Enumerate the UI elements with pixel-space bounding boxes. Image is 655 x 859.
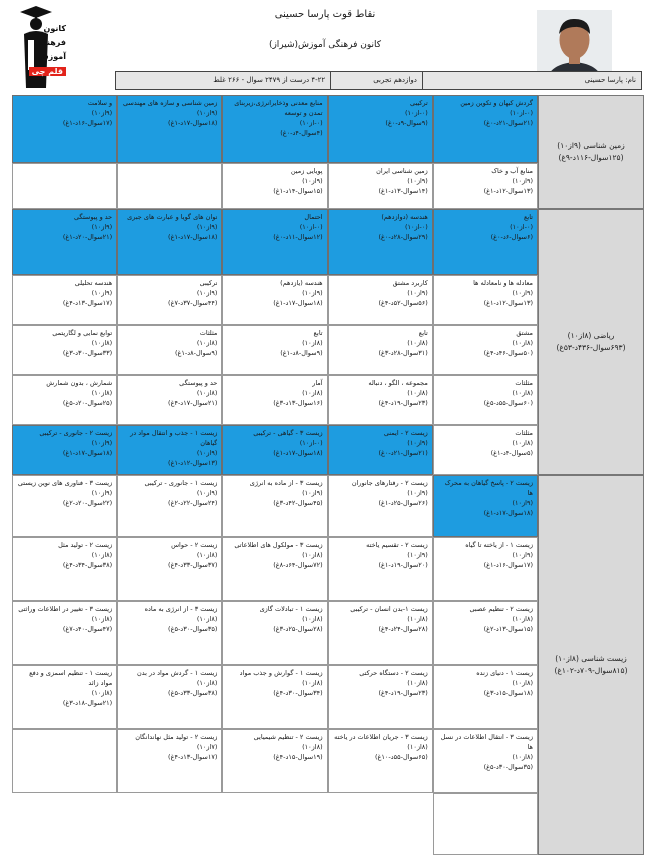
topic-score: (۹از۱۰): [302, 177, 323, 185]
topic-name: کاربرد مشتق: [392, 279, 428, 287]
topic-score: (۹از۱۰): [407, 439, 428, 447]
topic-stats: (۱۸سوال-۱۷د-۱غ): [273, 449, 323, 457]
topic-cell: [328, 163, 433, 209]
topic-name: زیست ۲ - جانوری - ترکیبی: [39, 429, 113, 437]
topic-name: زیست ۲ - رفتارهای جانوران: [351, 479, 428, 487]
topic-score: (۸از۱۰): [302, 743, 323, 751]
topic-score: (۸از۱۰): [302, 339, 323, 347]
topic-cell: [222, 665, 327, 729]
topic-name: ترکیبی: [409, 99, 428, 107]
topic-name: توابع نمایی و لگاریتمی: [52, 329, 113, 337]
topic-stats: (۲۲سوال-۲۰د-۲غ): [62, 499, 113, 507]
topic-stats: (۱۶سوال-۱۳د-۳غ): [273, 399, 323, 407]
topic-stats: (۱۸سوال-۱۷د-۱غ): [62, 449, 113, 457]
topic-name: زیست ۲ - تقسیم یاخته: [366, 541, 428, 549]
topic-name: زیست ۱ - از یاخته تا گیاه: [465, 541, 533, 549]
topic-name: احتمال: [304, 213, 323, 221]
topic-name: توان های گویا و عبارت های جبری: [127, 213, 218, 221]
topic-score: (۸از۱۰): [196, 339, 218, 347]
graduate-figure-icon: [6, 4, 68, 90]
topic-cell: [222, 163, 327, 209]
topic-name: زیست ۳ - از انرژی به ماده: [144, 605, 218, 613]
topic-name: ترکیبی: [199, 279, 218, 287]
logo-text-line: آموزش: [37, 52, 66, 61]
topic-name: زیست ۱ - گردش مواد در بدن: [136, 669, 218, 677]
topic-stats: (۶۵سوال-۵۵د-۱۰غ): [374, 753, 428, 761]
topic-stats: (۱۹سوال-۱۵د-۴غ): [273, 753, 323, 761]
strengths-table: [12, 95, 644, 855]
topic-stats: (۲۸سوال-۲۵د-۳غ): [273, 625, 323, 633]
kanoon-logo: [6, 4, 68, 90]
topic-score: (۹از۱۰): [196, 489, 218, 497]
logo-text-line: فرهنگی: [34, 38, 66, 47]
topic-score: (۸از۱۰): [512, 339, 533, 347]
topic-name: زیست ۱ - دنیای زنده: [476, 669, 533, 677]
topic-cell: [328, 729, 433, 793]
topic-score: (۹از۱۰): [407, 489, 428, 497]
topic-stats: (۳۸سوال-۳۴د-۴غ): [62, 561, 113, 569]
topic-name: زیست ۱ - تنظیم اسمزی و دفع مواد زائد: [29, 669, 113, 687]
topic-cell: [328, 375, 433, 425]
topic-cell: [222, 275, 327, 325]
topic-cell: [328, 601, 433, 665]
topic-stats: (۳۵سوال-۳۰د-۵غ): [483, 763, 533, 771]
topic-score: (۸از۱۰): [302, 389, 323, 397]
topic-name: و سلامت: [87, 99, 113, 107]
page-subtitle: کانون فرهنگی آموزش(شیراز): [268, 40, 382, 50]
topic-score: (۸از۱۰): [407, 339, 428, 347]
topic-name: تابع: [418, 329, 428, 337]
topic-cell: [117, 375, 222, 425]
topic-stats: (۳۸سوال-۳۳د-۵غ): [168, 689, 218, 697]
topic-score: (۹از۱۰): [91, 439, 113, 447]
topic-cell: [117, 425, 222, 475]
topic-score: (۸از۱۰): [302, 551, 323, 559]
topic-cell: [328, 209, 433, 275]
topic-score: (۹از۱۰): [91, 289, 113, 297]
topic-cell: [12, 95, 117, 163]
topic-score: (۹از۱۰): [407, 551, 428, 559]
topic-name: هندسه (دوازدهم): [381, 213, 428, 221]
topic-stats: (۱۵سوال-۱۴د-۱غ): [273, 187, 323, 195]
topic-cell: [433, 163, 538, 209]
topic-stats: (۱۴سوال-۱۳د-۱غ): [378, 187, 428, 195]
topic-score: (۰-از۱۰): [510, 223, 533, 231]
topic-score: (۹از۱۰): [302, 289, 323, 297]
topic-name: زیست ۱ - جذب و انتقال مواد در گیاهان: [130, 429, 218, 447]
topic-cell: [433, 425, 538, 475]
topic-stats: (۴۴سوال-۳۷د-۷غ): [168, 299, 218, 307]
topic-name: آمار: [312, 379, 323, 387]
topic-stats: (۴سوال-۴د-۰غ): [280, 129, 323, 137]
topic-cell: [222, 537, 327, 601]
empty-cell: [12, 163, 117, 209]
topic-score: (۸از۱۰): [512, 615, 533, 623]
topic-cell: [12, 325, 117, 375]
topic-stats: (۱۲سوال-۱۱د-۰غ): [273, 233, 323, 241]
topic-name: زیست ۳ - فناوری های نوین زیستی: [17, 479, 113, 487]
topic-score: (۸از۱۰): [196, 679, 218, 687]
topic-cell: [12, 601, 117, 665]
topic-cell: [328, 325, 433, 375]
topic-stats: (۲۶سوال-۲۵د-۱غ): [378, 499, 428, 507]
topic-score: (۸از۱۰): [302, 679, 323, 687]
topic-name: زمین شناسی ایران: [376, 167, 428, 175]
topic-score: (۸از۱۰): [91, 551, 113, 559]
topic-stats: (۳۱سوال-۲۸د-۳غ): [378, 349, 428, 357]
subject-header: ریاضی (۸از۱۰) (۶۹۳سوال-۴۳۶د-۵۳غ): [538, 209, 644, 475]
topic-name: زمین شناسی و سازه های مهندسی: [122, 99, 218, 107]
topic-score: (۰-از۱۰): [299, 119, 323, 127]
topic-stats: (۵۰سوال-۴۶د-۴غ): [483, 349, 533, 357]
topic-stats: (۱۳سوال-۱۲د-۱غ): [483, 187, 533, 195]
topic-score: (۹از۱۰): [302, 489, 323, 497]
topic-name: زیست ۳ - از ماده به انرژی: [249, 479, 323, 487]
topic-stats: (۷۲سوال-۶۴د-۸غ): [273, 561, 323, 569]
topic-score: (۸از۱۰): [91, 615, 113, 623]
topic-stats: (۱۷سوال-۱۳د-۴غ): [62, 299, 113, 307]
topic-cell: [12, 209, 117, 275]
topic-score: (۹از۱۰): [512, 289, 533, 297]
topic-stats: (۲۰سوال-۱۹د-۱غ): [378, 561, 428, 569]
topic-cell: [328, 665, 433, 729]
topic-cell: [117, 95, 222, 163]
topic-name: زیست ۱ - جانوری - ترکیبی: [144, 479, 218, 487]
topic-name: تابع: [313, 329, 323, 337]
topic-cell: [433, 475, 538, 537]
topic-cell: [117, 665, 222, 729]
topic-stats: (۳۳سوال-۳۰د-۳غ): [62, 349, 113, 357]
topic-name: حد و پیوستگی: [179, 379, 218, 387]
topic-name: زیست ۲ - پاسخ گیاهان به محرک ها: [444, 479, 533, 497]
topic-cell: [117, 325, 222, 375]
topic-name: معادله ها و نامعادله ها: [473, 279, 533, 287]
topic-name: زیست ۲ - تولید مثل: [58, 541, 113, 549]
topic-score: (۸از۱۰): [407, 679, 428, 687]
topic-score: (۸از۱۰): [407, 743, 428, 751]
topic-score: (۸از۱۰): [91, 689, 113, 697]
topic-name: زیست ۳ - انتقال اطلاعات در نسل ها: [440, 733, 533, 751]
topic-name: مثلثات: [515, 379, 533, 387]
topic-score: (۰-از۱۰): [404, 109, 428, 117]
exam-stats: ۴-۲۲ درست از ۲۴۷۹ سوال - ۲۶۶ غلط: [213, 76, 326, 84]
topic-cell: [433, 325, 538, 375]
topic-stats: (۱۳سوال-۱۲د-۱غ): [483, 299, 533, 307]
report-header: [0, 0, 655, 92]
topic-cell: [12, 475, 117, 537]
topic-cell: [12, 425, 117, 475]
topic-cell: [328, 95, 433, 163]
topic-name: مشتق: [516, 329, 533, 337]
student-info-bar: [115, 71, 642, 90]
topic-score: (۹از۱۰): [512, 499, 533, 507]
topic-stats: (۴۵سوال-۴۲د-۳غ): [273, 499, 323, 507]
topic-score: (۸از۱۰): [512, 753, 533, 761]
topic-stats: (۳۴سوال-۳۰د-۴غ): [273, 689, 323, 697]
topic-name: هندسه (یازدهم): [280, 279, 323, 287]
topic-score: (۸از۱۰): [91, 389, 113, 397]
subject-header: زیست شناسی (۸از۱۰) (۸۱۵سوال-۷۰۹د-۱۰۲غ): [538, 475, 644, 855]
topic-score: (۹از۱۰): [196, 289, 218, 297]
topic-stats: (۹سوال-۸د-۱غ): [175, 349, 218, 357]
topic-stats: (۹سوال-۸د-۱غ): [280, 349, 323, 357]
logo-text-line: قلم چی: [29, 67, 66, 76]
topic-name: منابع آب و خاک: [491, 167, 533, 175]
topic-stats: (۱۵سوال-۱۳د-۲غ): [483, 625, 533, 633]
topic-stats: (۶سوال-۶د-۰غ): [490, 233, 533, 241]
topic-score: (۹از۱۰): [91, 489, 113, 497]
topic-stats: (۲۱سوال-۱۸د-۳غ): [62, 699, 113, 707]
topic-cell: [117, 209, 222, 275]
topic-stats: (۱۷سوال-۱۳د-۴غ): [168, 753, 218, 761]
topic-name: زیست ۲ - حواس: [171, 541, 218, 549]
topic-cell: [12, 665, 117, 729]
topic-score: (۹از۱۰): [407, 177, 428, 185]
topic-stats: (۲۸سوال-۲۴د-۴غ): [378, 625, 428, 633]
topic-stats: (۲۴سوال-۲۲د-۲غ): [168, 499, 218, 507]
topic-score: (۸از۱۰): [196, 615, 218, 623]
topic-cell: [117, 601, 222, 665]
topic-cell: [222, 209, 327, 275]
logo-text-line: کانون: [43, 24, 66, 33]
topic-stats: (۲۹سوال-۲۸د-۰غ): [378, 233, 428, 241]
topic-cell: [117, 275, 222, 325]
topic-name: شمارش ، بدون شمارش: [46, 379, 113, 387]
topic-cell: [222, 325, 327, 375]
topic-name: مجموعه ، الگو ، دنباله: [368, 379, 428, 387]
topic-score: (۸از۱۰): [512, 389, 533, 397]
topic-stats: (۲۵سوال-۲۰د-۵غ): [62, 399, 113, 407]
topic-name: هندسه تحلیلی: [74, 279, 113, 287]
topic-score: (۰-از۱۰): [510, 109, 533, 117]
topic-score: (۹از۱۰): [91, 223, 113, 231]
topic-name: زیست ۳ - گیاهی - ترکیبی: [253, 429, 323, 437]
topic-cell: [433, 601, 538, 665]
topic-cell: [222, 729, 327, 793]
topic-stats: (۱۸سوال-۱۷د-۱غ): [483, 509, 533, 517]
topic-stats: (۲۱سوال-۲۱د-۰غ): [483, 119, 533, 127]
empty-cell: [117, 163, 222, 209]
topic-cell: [222, 601, 327, 665]
topic-name: زیست ۲ - ایمنی: [383, 429, 428, 437]
topic-name: مثلثات: [515, 429, 533, 437]
student-grade: دوازدهم تجربی: [330, 72, 422, 89]
topic-cell: [328, 537, 433, 601]
topic-stats: (۲۱سوال-۲۱د-۰غ): [378, 449, 428, 457]
topic-name: زیست ۱-بدن انسان - ترکیبی: [350, 605, 428, 613]
topic-name: زیست ۳ - جریان اطلاعات در یاخته: [334, 733, 428, 741]
topic-cell: [328, 425, 433, 475]
topic-cell: [328, 475, 433, 537]
topic-stats: (۶۰سوال-۵۵د-۵غ): [483, 399, 533, 407]
topic-cell: [433, 275, 538, 325]
topic-stats: (۱۷سوال-۱۶د-۱غ): [62, 119, 113, 127]
topic-cell: [222, 475, 327, 537]
topic-score: (۰-از۱۰): [299, 223, 323, 231]
topic-score: (۹از۱۰): [512, 551, 533, 559]
topic-name: زیست ۱ - گوارش و جذب مواد: [239, 669, 323, 677]
topic-name: زیست ۱ - تبادلات گازی: [259, 605, 323, 613]
empty-cell: [12, 729, 117, 793]
topic-score: (۹از۱۰): [196, 449, 218, 457]
topic-score: (۹از۱۰): [196, 109, 218, 117]
topic-score: (۹از۱۰): [407, 289, 428, 297]
topic-score: (۹از۱۰): [91, 109, 113, 117]
topic-stats: (۱۸سوال-۱۵د-۳غ): [483, 689, 533, 697]
subject-header: زمین شناسی (۹از۱۰) (۱۲۵سوال-۱۱۶د-۹غ): [538, 95, 644, 209]
topic-stats: (۱۸سوال-۱۷د-۱غ): [168, 119, 218, 127]
topic-stats: (۳۵سوال-۳۰د-۵غ): [168, 625, 218, 633]
topic-cell: [433, 209, 538, 275]
topic-name: زیست ۲ - دستگاه حرکتی: [359, 669, 428, 677]
topic-cell: [328, 275, 433, 325]
topic-score: (۰-از۱۰): [404, 223, 428, 231]
topic-cell: [12, 537, 117, 601]
topic-score: (۸از۱۰): [91, 339, 113, 347]
topic-name: منابع معدنی وذخایرانرژی،زیربنای تمدن و توسعه: [234, 99, 323, 117]
topic-stats: (۴۷سوال-۴۰د-۷غ): [62, 625, 113, 633]
topic-stats: (۵سوال-۴د-۱غ): [490, 449, 533, 457]
topic-cell: [12, 375, 117, 425]
topic-name: زیست ۲ - تنظیم عصبی: [469, 605, 533, 613]
topic-name: زیست ۳ - تغییر در اطلاعات وراثتی: [18, 605, 113, 613]
topic-stats: (۱۸سوال-۱۷د-۱غ): [168, 233, 218, 241]
student-name: نام: پارسا حسینی: [422, 72, 641, 89]
topic-cell: [433, 375, 538, 425]
topic-score: (۹از۱۰): [196, 223, 218, 231]
topic-stats: (۲۳سوال-۱۹د-۴غ): [378, 399, 428, 407]
topic-cell: [222, 95, 327, 163]
topic-stats: (۲۳سوال-۱۹د-۴غ): [378, 689, 428, 697]
topic-score: (۸از۱۰): [407, 389, 428, 397]
topic-score: (۷از۱۰): [196, 743, 218, 751]
topic-name: تابع: [523, 213, 533, 221]
topic-score: (۹از۱۰): [512, 177, 533, 185]
topic-cell: [433, 729, 538, 793]
empty-cell: [433, 793, 538, 855]
topic-stats: (۵۶سوال-۵۲د-۴غ): [378, 299, 428, 307]
topic-stats: (۹سوال-۹د-۰غ): [385, 119, 428, 127]
topic-cell: [117, 537, 222, 601]
topic-stats: (۱۳سوال-۱۲د-۱غ): [168, 459, 218, 467]
topic-cell: [433, 665, 538, 729]
topic-score: (۸از۱۰): [196, 389, 218, 397]
topic-stats: (۱۸سوال-۱۷د-۱غ): [273, 299, 323, 307]
topic-name: پویایی زمین: [290, 167, 323, 175]
topic-cell: [117, 729, 222, 793]
topic-stats: (۲۱سوال-۱۷د-۴غ): [168, 399, 218, 407]
topic-score: (۸از۱۰): [512, 439, 533, 447]
topic-name: زیست ۲ - تولید مثل نهاندانگان: [135, 733, 218, 741]
topic-cell: [117, 475, 222, 537]
topic-stats: (۳۷سوال-۳۳د-۴غ): [168, 561, 218, 569]
topic-cell: [433, 95, 538, 163]
topic-score: (۸از۱۰): [196, 551, 218, 559]
topic-score: (۸از۱۰): [302, 615, 323, 623]
topic-name: گردش کیهان و تکوین زمین: [460, 99, 533, 107]
topic-score: (۸از۱۰): [407, 615, 428, 623]
topic-name: حد و پیوستگی: [73, 213, 113, 221]
topic-cell: [222, 375, 327, 425]
page-title: نقاط قوت پارسا حسینی: [274, 9, 376, 20]
topic-stats: (۱۷سوال-۱۶د-۱غ): [483, 561, 533, 569]
topic-score: (۸از۱۰): [512, 679, 533, 687]
topic-score: (۰-از۱۰): [299, 439, 323, 447]
topic-cell: [12, 275, 117, 325]
topic-name: مثلثات: [199, 329, 218, 337]
topic-name: زیست ۳ - مولکول های اطلاعاتی: [234, 541, 323, 549]
topic-stats: (۲۱سوال-۲۰د-۱غ): [62, 233, 113, 241]
topic-name: زیست ۲ - تنظیم شیمیایی: [253, 733, 323, 741]
topic-cell: [433, 537, 538, 601]
topic-cell: [222, 425, 327, 475]
